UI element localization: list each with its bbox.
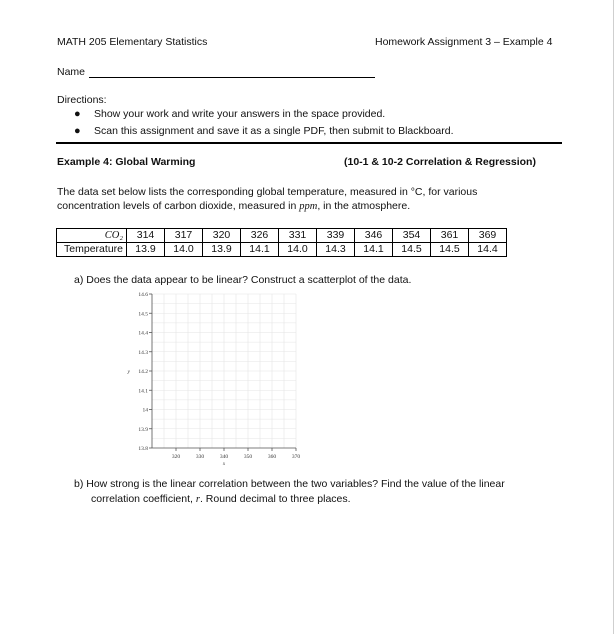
table-row-label: CO₂	[57, 229, 127, 243]
directions-title: Directions:	[57, 94, 107, 106]
table-cell: 339	[317, 229, 355, 243]
intro-line-1: The data set below lists the corresponding global temperature, measured in °C, for various	[57, 186, 478, 198]
y-tick-label: 13.8	[138, 446, 148, 452]
x-tick-label: 370	[291, 454, 301, 460]
x-tick-label: 320	[171, 454, 181, 460]
bullet-icon: ●	[74, 108, 81, 120]
x-tick-label: 360	[267, 454, 277, 460]
table-cell: 14.4	[469, 243, 507, 257]
table-row-label: Temperature	[57, 243, 127, 257]
y-tick-label: 14.1	[138, 388, 148, 395]
table-cell: 317	[165, 229, 203, 243]
table-cell: 14.0	[279, 243, 317, 257]
x-tick-label: 350	[243, 454, 253, 460]
assignment-title: Homework Assignment 3 – Example 4	[375, 36, 553, 48]
example-section: (10-1 & 10-2 Correlation & Regression)	[344, 156, 536, 168]
table-cell: 14.1	[241, 243, 279, 257]
table-cell: 14.3	[317, 243, 355, 257]
data-table	[56, 228, 507, 257]
table-row-temperature	[57, 243, 507, 257]
table-cell: 13.9	[127, 243, 165, 257]
scatterplot-grid[interactable]	[110, 288, 310, 467]
bullet-icon: ●	[74, 125, 81, 137]
table-row-co2	[57, 229, 507, 243]
y-tick-label: 14.5	[138, 311, 148, 318]
y-tick-label: 14.4	[138, 330, 148, 337]
section-divider	[56, 142, 562, 144]
y-tick-label: 14	[142, 407, 148, 414]
name-blank-line[interactable]	[89, 77, 375, 78]
x-tick-label: 330	[195, 454, 205, 460]
table-cell: 346	[355, 229, 393, 243]
table-cell: 326	[241, 229, 279, 243]
table-cell: 14.5	[393, 243, 431, 257]
table-cell: 320	[203, 229, 241, 243]
table-cell: 361	[431, 229, 469, 243]
table-cell: 369	[469, 229, 507, 243]
table-cell: 14.0	[165, 243, 203, 257]
y-axis-label: y	[127, 369, 130, 375]
directions-list	[74, 106, 454, 140]
y-tick-label: 13.9	[138, 426, 148, 433]
table-cell: 331	[279, 229, 317, 243]
table-cell: 14.5	[431, 243, 469, 257]
question-b-line-1: b) How strong is the linear correlation between the two variables? Find the value of the linear	[74, 478, 505, 490]
name-label: Name	[57, 66, 86, 78]
table-cell: 354	[393, 229, 431, 243]
x-tick-label: 340	[219, 454, 229, 460]
y-tick-label: 14.3	[138, 349, 148, 356]
question-a: a) Does the data appear to be linear? Construct a scatterplot of the data.	[74, 274, 412, 286]
table-cell: 314	[127, 229, 165, 243]
table-cell: 13.9	[203, 243, 241, 257]
directions-item: ● Show your work and write your answers in the space provided.	[74, 106, 454, 123]
course-title: MATH 205 Elementary Statistics	[57, 36, 208, 48]
example-title: Example 4: Global Warming	[57, 156, 196, 168]
x-axis-label: x	[222, 462, 226, 467]
table-cell: 14.1	[355, 243, 393, 257]
y-tick-label: 14.6	[138, 292, 148, 298]
directions-item: ● Scan this assignment and save it as a single PDF, then submit to Blackboard.	[74, 123, 454, 140]
intro-line-2: concentration levels of carbon dioxide, measured in ppm, in the atmosphere.	[57, 200, 411, 212]
y-tick-label: 14.2	[138, 369, 148, 375]
question-b-line-2: correlation coefficient, r. Round decimal to three places.	[91, 493, 351, 505]
